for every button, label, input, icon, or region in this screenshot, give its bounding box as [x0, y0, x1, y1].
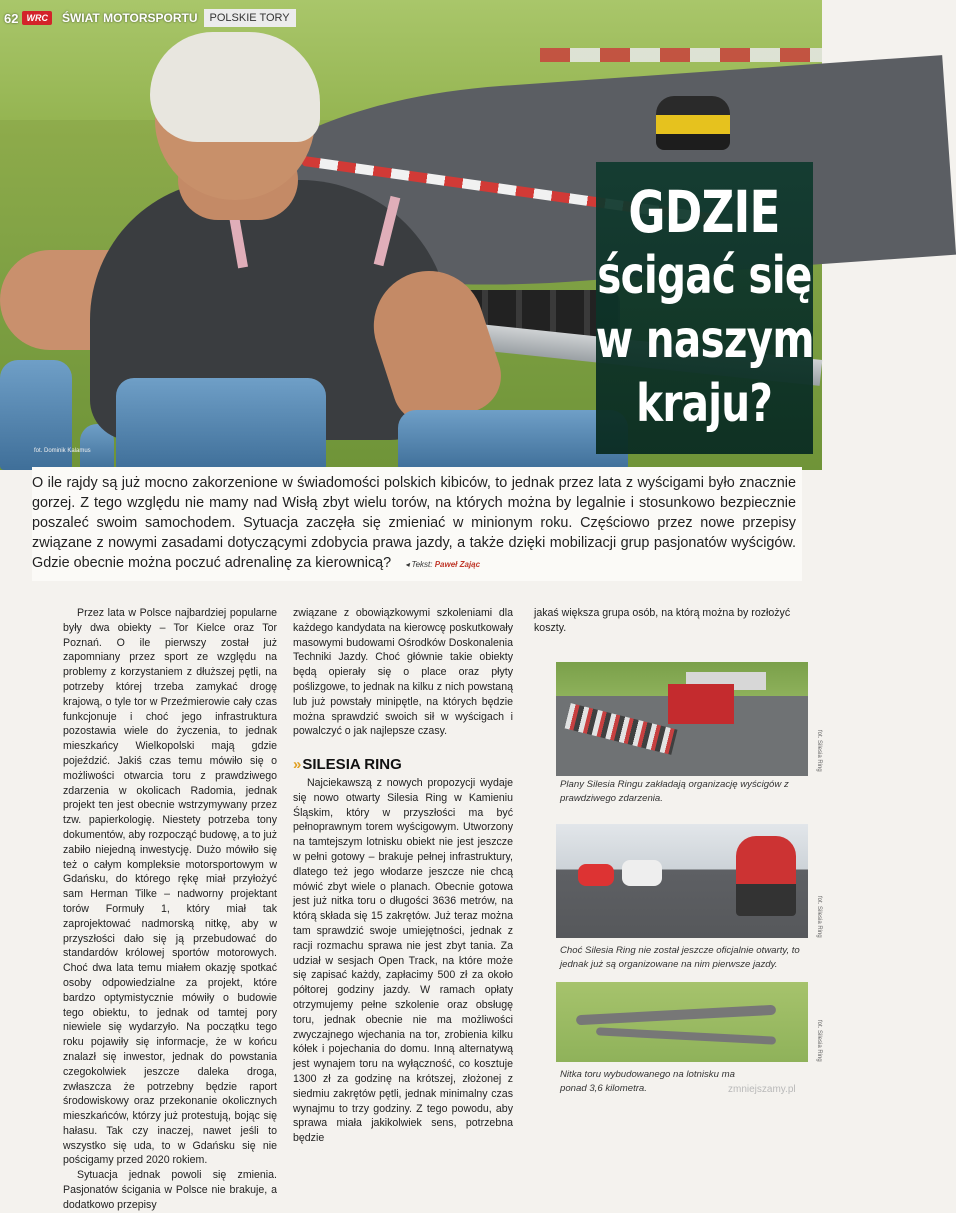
headline-line: kraju?: [636, 374, 773, 434]
track-section: [576, 1005, 776, 1025]
figure-image-track-plan: [556, 662, 808, 776]
wrc-logo: WRC: [22, 11, 52, 25]
race-car: [656, 96, 730, 150]
article-column-2-continued: [293, 776, 513, 1146]
spectator-hair: [150, 32, 320, 142]
triangle-icon: ◂: [405, 560, 410, 569]
stadium-seat: [398, 410, 628, 470]
building: [668, 684, 734, 724]
chevron-right-icon: »: [293, 755, 299, 773]
author-name: Paweł Zając: [434, 560, 481, 569]
subsection-tag: POLSKIE TORY: [204, 9, 296, 27]
paragraph: Sytuacja jednak powoli się zmienia. Pasjonatów ścigania w Polsce nie brakuje, a dodatkowo przepisy: [63, 1169, 277, 1211]
watermark: zmniejszamy.pl: [728, 1084, 796, 1095]
figure-caption: Nitka toru wybudowanego na lotnisku ma ponad 3,6 kilometra.: [560, 1069, 735, 1094]
race-car: [578, 864, 614, 886]
headline-line: GDZIE: [628, 178, 781, 246]
paragraph: jakaś większa grupa osób, na którą można by rozłożyć koszty.: [534, 607, 791, 634]
headline-box: [596, 162, 813, 454]
marshals: [736, 836, 796, 916]
race-car: [622, 860, 662, 886]
barrier-fence: [540, 48, 822, 62]
section-heading-text: SILESIA RING: [302, 755, 402, 773]
author-credit: [405, 560, 480, 569]
section-title: ŚWIAT MOTORSPORTU: [61, 11, 198, 25]
track-section: [596, 1027, 776, 1044]
headline-line: ścigać się: [597, 246, 812, 306]
article-column-2: [293, 606, 513, 739]
figure-image-first-drives: [556, 824, 808, 938]
figure-credit: fot. Silesia Ring: [816, 730, 822, 772]
paragraph: związane z obowiązkowymi szkoleniami dla każdego kandydata na kierowcę poskutkowały masowymi budowami Ośrodków Doskonalenia Techniki Jazdy. Choć głównie takie obiekty będą opierały się o place oraz płyty poślizgowe, to jednak na kilku z nich powstaną lub już powstały minipętle, na których będzie można sprawdzić swoich sił w wyścigach i powalczyć o jak najlepsze czasy.: [293, 607, 513, 738]
article-lead: [32, 467, 802, 581]
stadium-seat: [116, 378, 326, 470]
page-number: 62: [4, 10, 19, 26]
author-label: Tekst:: [411, 560, 433, 569]
page-header: [0, 8, 296, 28]
figure-credit: fot. Silesia Ring: [816, 1020, 822, 1062]
car-grid: [564, 703, 677, 755]
paragraph: Przez lata w Polsce najbardziej popularne były dwa obiekty – Tor Kielce oraz Tor Poznań. O ile pierwszy został już zapomniany przez sport ze względu na problemy z korzystaniem z dłuższej pętli, na potrzeby której trzeba zamykać drogę krajową, o tyle tor w Przeźmierowie cały czas funkcjonuje i choć jego infrastruktura pozostawia wiele do życzenia, to jednak mieszkańcy Wielkopolski mają gdzie pojeździć. Jakiś czas temu mówiło się o możliwości otwarcia toru z prawdziwego zdarzenia w okolicach Radomia, jednak projekt ten jest obecnie wstrzymywany przez tzw. papierkologię. Niestety potrzeba tony dokumentów, aby rozpocząć budowę, a to już zabiło niejedną inwestycję. Dużo mówiło się też o całym kompleksie motorsportowym w Gdańsku, do którego rękę miał przyłożyć sam Herman Tilke – nadworny projektant torów Formuły 1, który miał tak zaprojektować nadmorską nitkę, aby w przyszłości dało się ją przebudować do standardów królowej sportów motorowych. Choć dwa lata temu miałem okazję spotkać osoby odpowiedzialne za projekt, które bardzo optymistycznie mówiły o budowie tego obiektu, to jednak od tamtej pory niewiele się wydarzyło. Na początku tego roku pojawiły się informacje, że w końcu znalazł się inwestor, jednak do powstania czegokolwiek jeszcze daleka droga, zwłaszcza że potrzebny będzie raport środowiskowy oraz przekonanie okolicznych mieszkańców, którzy już protestują, bojąc się hałasu. Tak czy inaczej, nawet jeśli to wszystko się uda, to w Gdańsku się nie pościgamy przed 2020 rokiem.: [63, 607, 277, 1167]
figure-image-track-layout: [556, 982, 808, 1062]
figure-credit: fot. Silesia Ring: [816, 896, 822, 938]
article-column-3: [534, 606, 794, 636]
headline-line: w naszym: [595, 310, 814, 370]
lead-text: O ile rajdy są już mocno zakorzenione w świadomości polskich kibiców, to jednak przez lata z wyścigami było znacznie gorzej. Z tego względu nie mamy nad Wisłą zbyt wielu torów, na których można by legalnie i stosunkowo bezpiecznie poszaleć swoim samochodem. Sytuacja zaczęła się zmieniać w minionym roku. Częściowo przez nowe przepisy związane z nowymi zasadami dotyczącymi zdobycia prawa jazdy, a także dzięki mobilizacji grup pasjonatów wyścigów. Gdzie obecnie można poczuć adrenalinę za kierownicą?: [32, 475, 796, 571]
figure-caption: Choć Silesia Ring nie został jeszcze oficjalnie otwarty, to jednak już są organizowane na nim pierwsze jazdy.: [560, 945, 800, 970]
article-column-1: [63, 606, 277, 1213]
section-heading: [293, 754, 513, 774]
photo-credit: fot. Dominik Kalamus: [34, 448, 91, 454]
paragraph: Najciekawszą z nowych propozycji wydaje się nowo otwarty Silesia Ring w Kamieniu Śląskim, który w przyszłości ma być pełnoprawnym torem wyścigowym. Utworzony na tamtejszym lotnisku obiekt nie jest jeszcze w pełni gotowy – brakuje pełnej infrastruktury, dlatego też jego włodarze jeszcze nie chcą mówić zbyt wiele o planach. Obecnie gotowa jest już nitka toru o długości 3636 metrów, na którą składa się 15 zakrętów. Już teraz można tam sprawdzić swoje umiejętności, jednak z racji rozmachu sprawa nie jest zbyt tania. Za udział w sesjach Open Track, na które może się zapisać każdy, zapłacimy 500 zł za około półtorej godziny jazdy. W ramach opłaty otrzymujemy pełne szkolenie oraz obsługę toru, jednak obecnie nie ma możliwości zwyczajnego wjechania na tor, zrobienia kilku kółek i pojechania do domu. Inną alternatywą jest wynajem toru na wyłączność, co kosztuje 1300 zł za godzinę na krótszej, złożonej z siedmiu zakrętów pętli, jednak minimalny czas wynajmu to trzy godziny. Z tego powodu, aby sprawa miała jakikolwiek sens, potrzebna będzie: [293, 777, 513, 1145]
figure-caption: Plany Silesia Ringu zakładają organizację wyścigów z prawdziwego zdarzenia.: [560, 779, 789, 804]
